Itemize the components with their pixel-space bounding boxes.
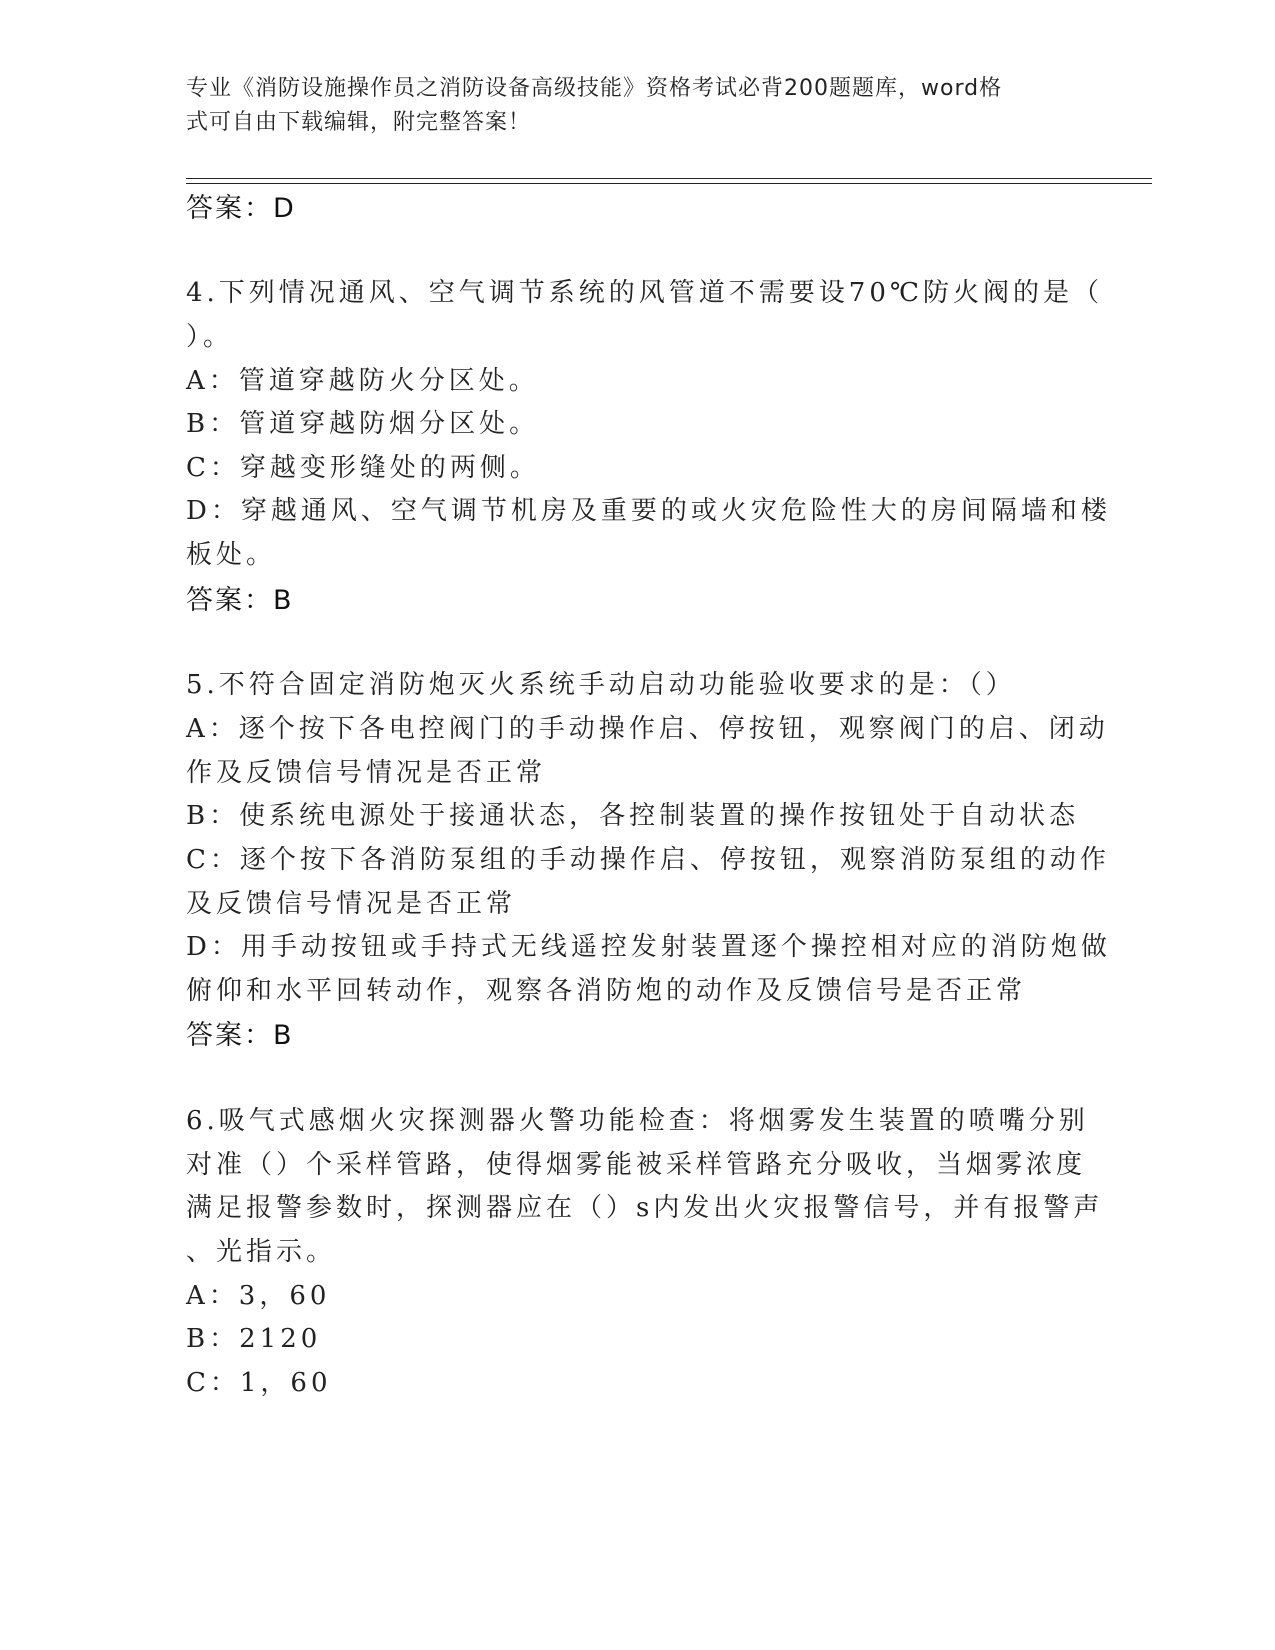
q6-stem-line-1: 6.吸气式感烟火灾探测器火警功能检查：将烟雾发生装置的喷嘴分别	[186, 1106, 1089, 1136]
header-divider-bottom	[186, 183, 1152, 184]
q4-option-c: C：穿越变形缝处的两侧。	[186, 453, 540, 483]
q5-option-a-line-1: A：逐个按下各电控阀门的手动操作启、停按钮，观察阀门的启、闭动	[186, 714, 1109, 744]
document-header	[186, 72, 1086, 140]
q6-option-c: C：1，60	[186, 1368, 332, 1398]
header-line-2: 式可自由下载编辑，附完整答案！	[186, 110, 532, 135]
q5-option-d-line-1: D：用手动按钮或手持式无线遥控发射装置逐个操控相对应的消防炮做	[186, 932, 1111, 962]
q5-option-a-line-2: 作及反馈信号情况是否正常	[186, 758, 547, 788]
q4-option-b: B：管道穿越防烟分区处。	[186, 409, 540, 439]
q4-stem-line-2: ）。	[186, 322, 234, 352]
answer-prev: 答案：D	[186, 193, 296, 224]
q6-option-a: A：3，60	[186, 1281, 331, 1311]
q5-option-d-line-2: 俯仰和水平回转动作，观察各消防炮的动作及反馈信号是否正常	[186, 976, 1027, 1006]
q4-answer: 答案：B	[186, 585, 294, 616]
q4-stem-line-1: 4.下列情况通风、空气调节系统的风管道不需要设70℃防火阀的是（	[186, 278, 1103, 308]
q6-option-b: B：2120	[186, 1324, 322, 1354]
q4-option-a: A：管道穿越防火分区处。	[186, 366, 539, 396]
q6-stem-line-2: 对准（）个采样管路，使得烟雾能被采样管路充分吸收，当烟雾浓度	[186, 1150, 1087, 1180]
q6-stem-line-3: 满足报警参数时，探测器应在（）s内发出火灾报警信号，并有报警声	[186, 1193, 1104, 1223]
q6-stem-line-4: 、光指示。	[186, 1237, 337, 1267]
q5-option-b: B：使系统电源处于接通状态，各控制装置的操作按钮处于自动状态	[186, 801, 1080, 831]
q5-answer: 答案：B	[186, 1020, 294, 1051]
q5-stem: 5.不符合固定消防炮灭火系统手动启动功能验收要求的是：（）	[186, 670, 1016, 700]
q5-option-c-line-2: 及反馈信号情况是否正常	[186, 889, 517, 919]
header-divider-top	[186, 178, 1152, 179]
header-line-1: 专业《消防设施操作员之消防设备高级技能》资格考试必背200题题库，word格	[186, 76, 1003, 101]
q4-option-d-line-2: 板处。	[186, 540, 277, 570]
q5-option-c-line-1: C：逐个按下各消防泵组的手动操作启、停按钮，观察消防泵组的动作	[186, 845, 1110, 875]
q4-option-d-line-1: D：穿越通风、空气调节机房及重要的或火灾危险性大的房间隔墙和楼	[186, 496, 1111, 526]
